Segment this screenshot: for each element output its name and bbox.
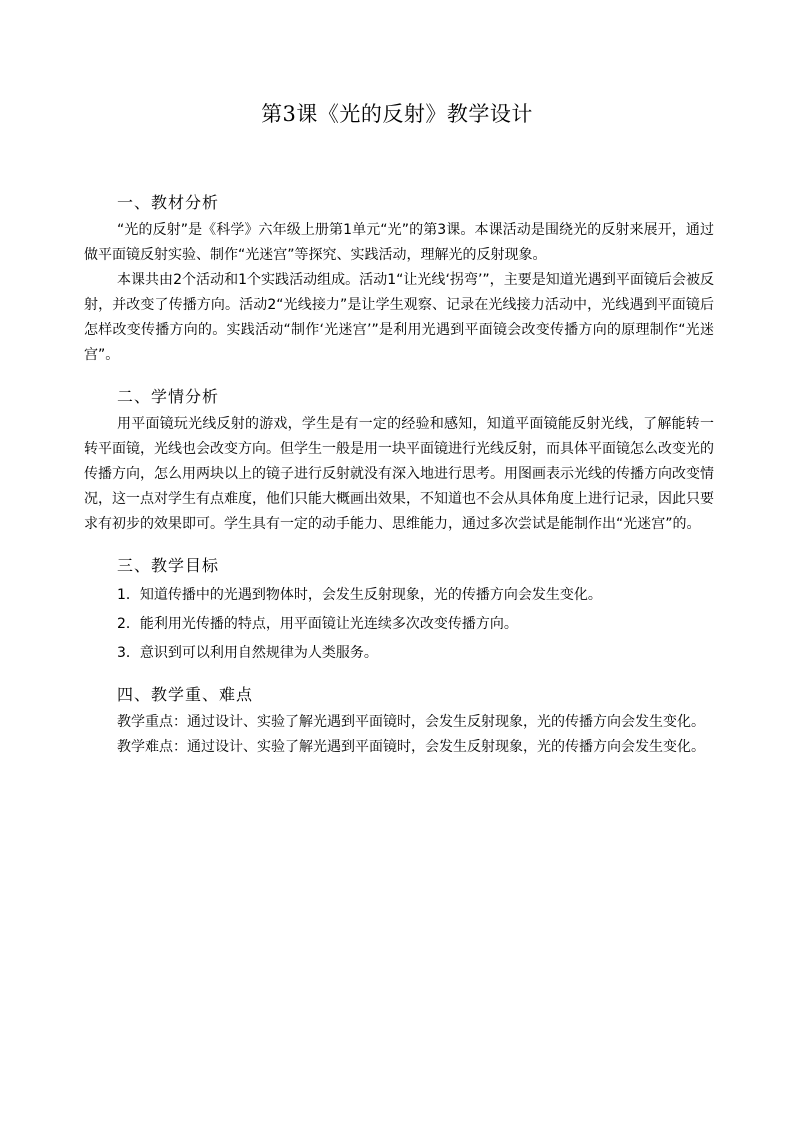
- section-key-points: [84, 680, 714, 760]
- paragraph: 用平面镜玩光线反射的游戏，学生是有一定的经验和感知，知道平面镜能反射光线，了解能转一转平面镜，光线也会改变方向。但学生一般是用一块平面镜进行光线反射，而具体平面镜怎么改变光的传播方向，怎么用两块以上的镜子进行反射就没有深入地进行思考。用图画表示光线的传播方向改变情况，这一点对学生有点难度，他们只能大概画出效果，不知道也不会从具体角度上进行记录，因此只要求有初步的效果即可。学生具有一定的动手能力、思维能力，通过多次尝试是能制作出“光迷宫”的。: [84, 416, 714, 532]
- paragraph: “光的反射”是《科学》六年级上册第1单元“光”的第3课。本课活动是围绕光的反射来展开，通过做平面镜反射实验、制作“光迷宫”等探究、实践活动，理解光的反射现象。: [84, 222, 714, 263]
- section-heading: 三、教学目标: [117, 556, 220, 575]
- list-item: 2．能利用光传播的特点，用平面镜让光连续多次改变传播方向。: [117, 616, 518, 632]
- list-item: 3．意识到可以利用自然规律为人类服务。: [117, 645, 378, 661]
- paragraph: 教学难点：通过设计、实验了解光遇到平面镜时，会发生反射现象，光的传播方向会发生变化。: [117, 739, 705, 755]
- document-body: [84, 188, 714, 760]
- paragraph: 教学重点：通过设计、实验了解光遇到平面镜时，会发生反射现象，光的传播方向会发生变化。: [117, 714, 705, 730]
- document-title: 第3课《光的反射》教学设计: [261, 102, 533, 126]
- section-student-analysis: [84, 382, 714, 537]
- section-textbook-analysis: [84, 188, 714, 368]
- section-teaching-objectives: [84, 551, 714, 668]
- list-item: 1．知道传播中的光遇到物体时，会发生反射现象，光的传播方向会发生变化。: [117, 587, 602, 603]
- section-heading: 四、教学重、难点: [117, 685, 254, 704]
- section-heading: 一、教材分析: [117, 193, 220, 212]
- section-heading: 二、学情分析: [117, 387, 220, 406]
- paragraph: 本课共由2个活动和1个实践活动组成。活动1“让光线‘拐弯’”，主要是知道光遇到平面镜后会被反射，并改变了传播方向。活动2“光线接力”是让学生观察、记录在光线接力活动中，光线遇到平面镜后怎样改变传播方向的。实践活动“制作‘光迷宫’”是利用光遇到平面镜会改变传播方向的原理制作“光迷宫”。: [84, 272, 714, 363]
